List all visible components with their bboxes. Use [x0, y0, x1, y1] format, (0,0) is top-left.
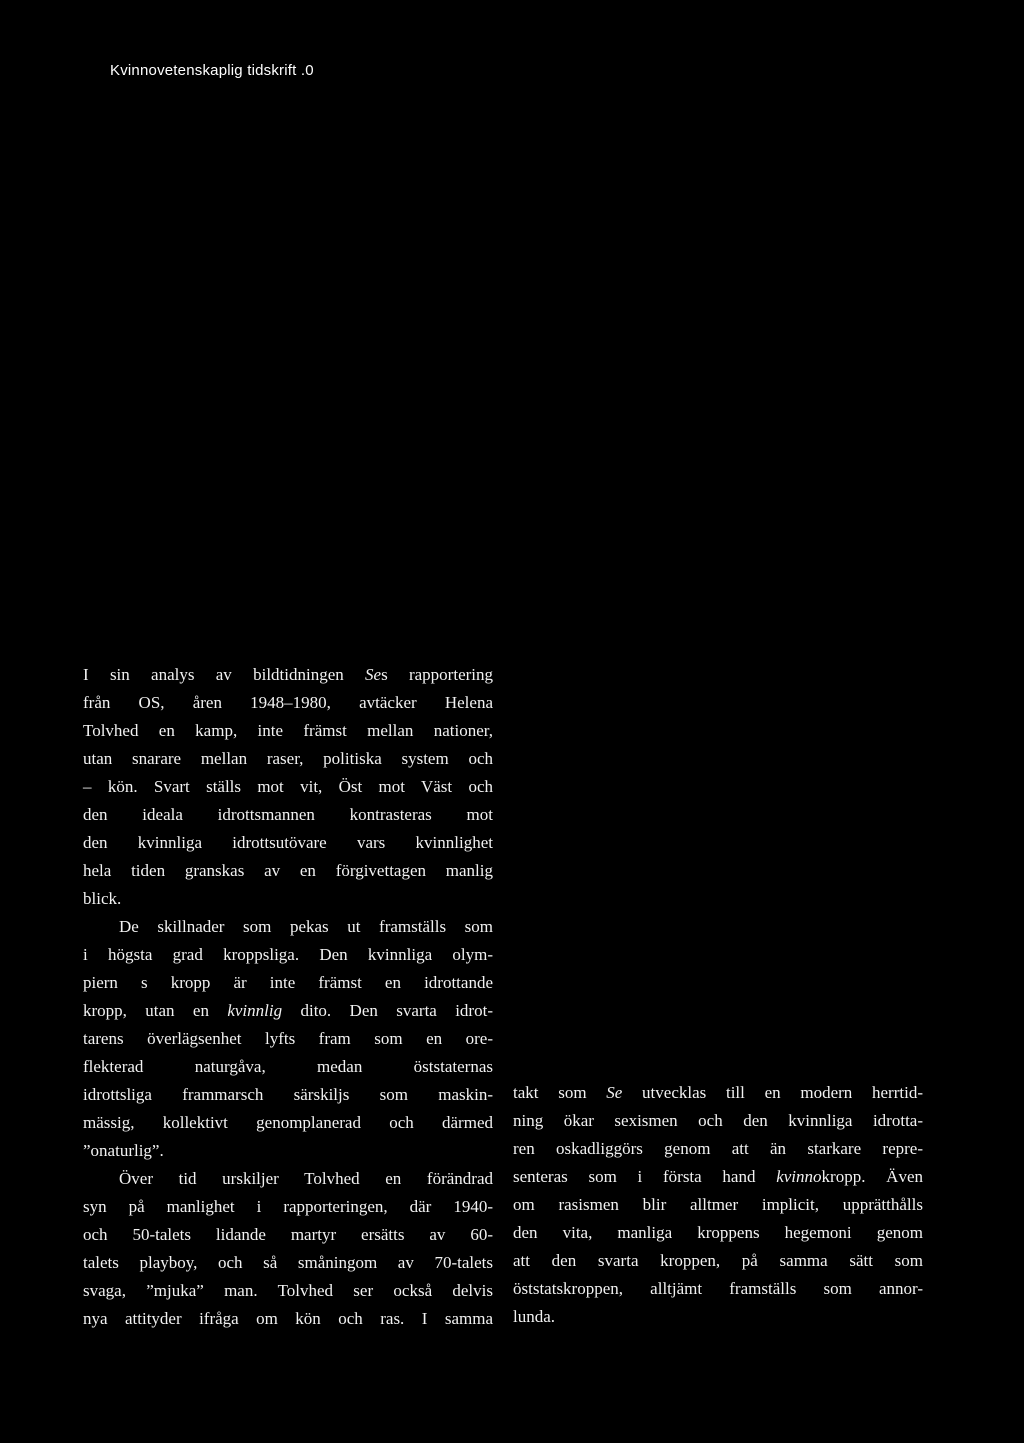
text-line: den ideala idrottsmannen kontrasteras mot	[83, 805, 493, 824]
text-line: senteras som i första hand kvinnokropp. Även	[513, 1167, 923, 1186]
text-line: om rasismen blir alltmer implicit, upprätthålls	[513, 1195, 923, 1214]
paragraph-1	[83, 661, 493, 913]
journal-title: Kvinnovetenskaplig tidskrift	[110, 62, 297, 79]
text-line: ”onaturlig”.	[83, 1141, 164, 1160]
text-line: ren oskadliggörs genom att än starkare repre-	[513, 1139, 923, 1158]
text-line: den vita, manliga kroppens hegemoni genom	[513, 1223, 923, 1242]
text-line: utan snarare mellan raser, politiska system och	[83, 749, 493, 768]
right-column	[513, 1079, 923, 1331]
text-line: den kvinnliga idrottsutövare vars kvinnlighet	[83, 833, 493, 852]
text-line: lunda.	[513, 1307, 556, 1326]
text-line: blick.	[83, 889, 122, 908]
text-line: syn på manlighet i rapporteringen, där 1940-	[83, 1197, 493, 1216]
paragraph-3	[83, 1165, 493, 1333]
text-line: flekterad naturgåva, medan öststaternas	[83, 1057, 493, 1076]
running-header	[110, 62, 314, 79]
text-line: att den svarta kroppen, på samma sätt som	[513, 1251, 923, 1270]
text-line: talets playboy, och så småningom av 70-talets	[83, 1253, 493, 1272]
text-line: tarens överlägsenhet lyfts fram som en ore-	[83, 1029, 493, 1048]
text-line: i högsta grad kroppsliga. Den kvinnliga olym-	[83, 945, 493, 964]
text-line: nya attityder ifråga om kön och ras. I samma	[83, 1309, 493, 1328]
text-line: mässig, kollektivt genomplanerad och därmed	[83, 1113, 493, 1132]
left-column	[83, 661, 493, 1333]
issue-number: .0	[300, 62, 314, 79]
text-line: – kön. Svart ställs mot vit, Öst mot Väst och	[83, 777, 493, 796]
text-line: hela tiden granskas av en förgivettagen manlig	[83, 861, 493, 880]
text-line: från OS, åren 1948–1980, avtäcker Helena	[83, 693, 493, 712]
text-line: Över tid urskiljer Tolvhed en förändrad	[119, 1169, 493, 1188]
text-line: svaga, ”mjuka” man. Tolvhed ser också delvis	[83, 1281, 493, 1300]
text-line: ning ökar sexismen och den kvinnliga idrotta-	[513, 1111, 923, 1130]
text-line: takt som Se utvecklas till en modern herrtid-	[513, 1083, 923, 1102]
text-line: Tolvhed en kamp, inte främst mellan nationer,	[83, 721, 493, 740]
text-line: öststatskroppen, alltjämt framställs som annor-	[513, 1279, 923, 1298]
paragraph-2	[83, 913, 493, 1165]
text-line: idrottsliga frammarsch särskiljs som maskin-	[83, 1085, 493, 1104]
text-line: I sin analys av bildtidningen Ses rapportering	[83, 665, 493, 684]
text-line: De skillnader som pekas ut framställs som	[119, 917, 493, 936]
text-line: piern s kropp är inte främst en idrottande	[83, 973, 493, 992]
text-line: och 50-talets lidande martyr ersätts av 60-	[83, 1225, 493, 1244]
paragraph-continued	[513, 1079, 923, 1331]
text-line: kropp, utan en kvinnlig dito. Den svarta idrot-	[83, 1001, 493, 1020]
